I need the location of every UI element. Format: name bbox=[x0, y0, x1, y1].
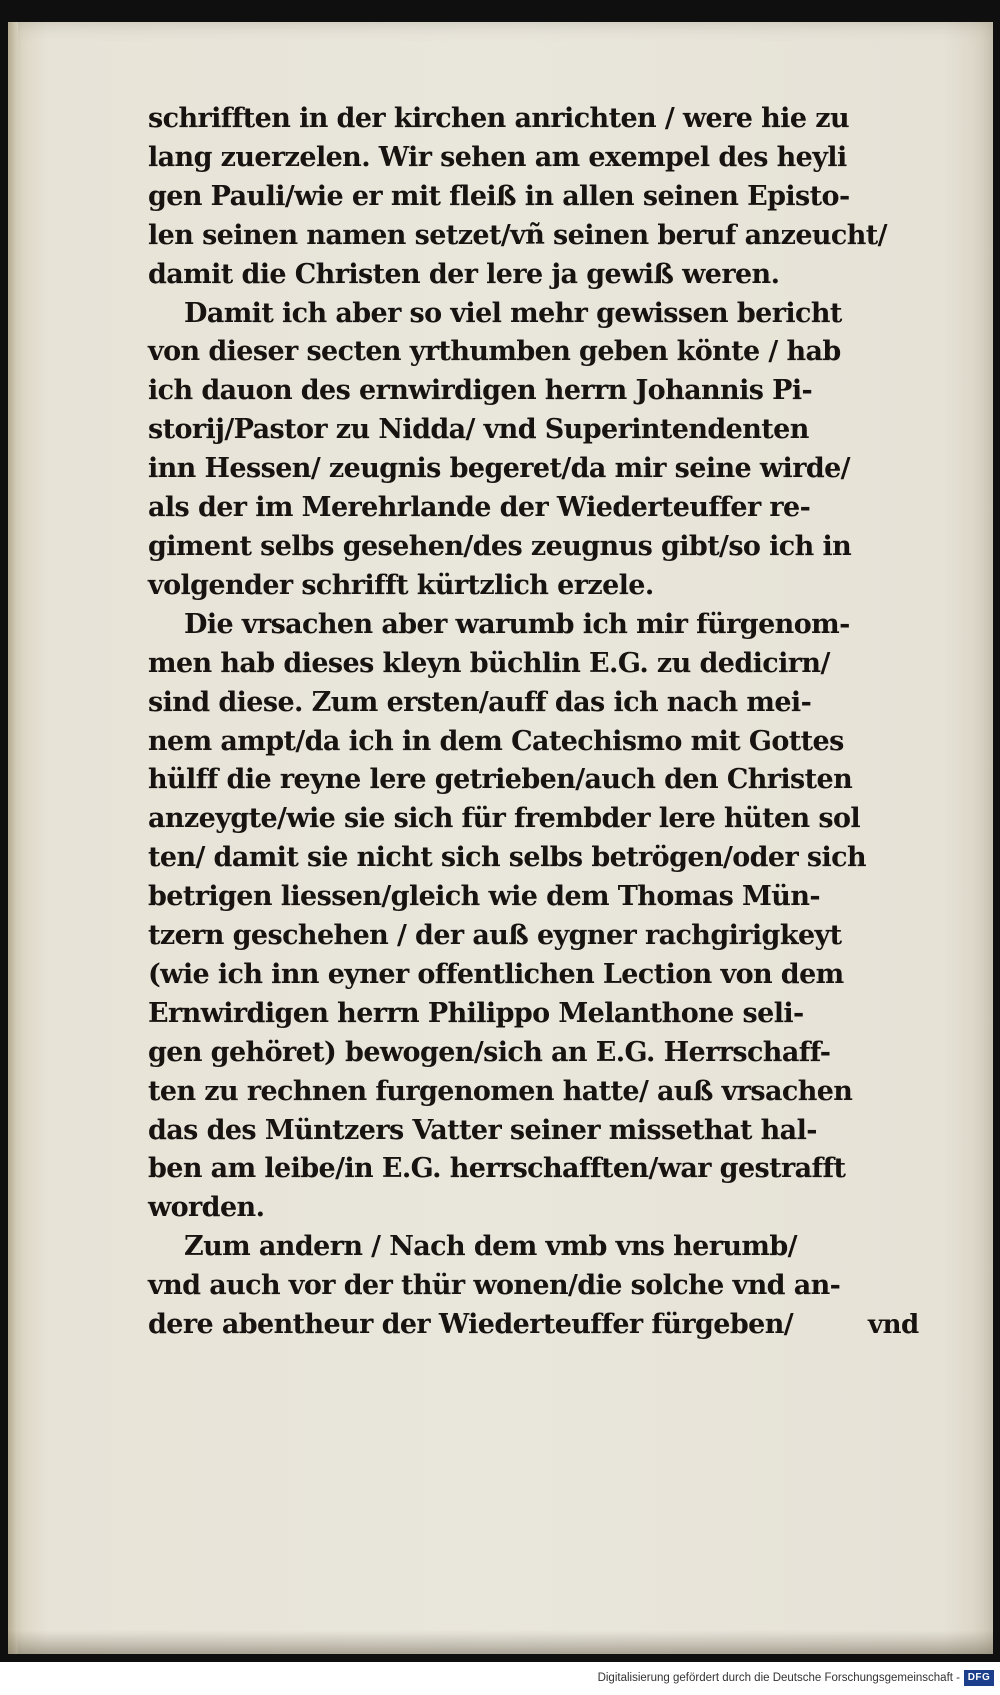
text-line: Die vrsachen aber warumb ich mir fürgenom- bbox=[184, 608, 850, 640]
text-line: inn Hessen/ zeugnis begeret/da mir seine wirde/ bbox=[148, 453, 850, 485]
catchword: vnd bbox=[868, 1310, 919, 1340]
text-line: gen gehöret) bewogen/sich an E.G. Herrschaff- bbox=[148, 1036, 831, 1068]
text-line: worden. bbox=[148, 1192, 265, 1224]
dfg-logo: DFG bbox=[964, 1670, 994, 1686]
text-line: als der im Merehrlande der Wiederteuffer re- bbox=[148, 492, 811, 524]
text-line: gen Pauli/wie er mit fleiß in allen seinen Episto- bbox=[148, 180, 850, 212]
text-line: ben am leibe/in E.G. herrschafften/war gestrafft bbox=[148, 1153, 846, 1185]
text-line: lang zuerzelen. Wir sehen am exempel des heyli bbox=[148, 141, 847, 173]
text-line: tzern geschehen / der auß eygner rachgirigkeyt bbox=[148, 920, 842, 952]
text-line: Damit ich aber so viel mehr gewissen bericht bbox=[184, 297, 842, 329]
text-line: Zum andern / Nach dem vmb vns herumb/ bbox=[184, 1231, 797, 1263]
text-line: ich dauon des ernwirdigen herrn Johannis Pi- bbox=[148, 375, 813, 407]
text-line: das des Müntzers Vatter seiner missethat hal- bbox=[148, 1114, 817, 1146]
page-bottom-shadow bbox=[8, 1630, 993, 1654]
text-line: vnd auch vor der thür wonen/die solche vnd an- bbox=[148, 1270, 841, 1302]
text-line: dere abentheur der Wiederteuffer fürgeben/ bbox=[148, 1309, 794, 1341]
funding-credit: Digitalisierung gefördert durch die Deutsche Forschungsgemeinschaft - bbox=[597, 1672, 960, 1684]
text-line: ten zu rechnen furgenomen hatte/ auß vrsachen bbox=[148, 1075, 853, 1107]
text-line: von dieser secten yrthumben geben könte / hab bbox=[148, 336, 841, 368]
text-line: Ernwirdigen herrn Philippo Melanthone seli- bbox=[148, 997, 804, 1029]
page-gutter-edge bbox=[8, 22, 18, 1654]
footer-bar bbox=[0, 1662, 1000, 1695]
text-line: len seinen namen setzet/vñ seinen beruf anzeucht/ bbox=[148, 219, 887, 251]
page-text-block bbox=[148, 100, 923, 1345]
text-line: men hab dieses kleyn büchlin E.G. zu dedicirn/ bbox=[148, 647, 830, 679]
text-line: sind diese. Zum ersten/auff das ich nach mei- bbox=[148, 686, 812, 718]
text-line: hülff die reyne lere getrieben/auch den Christen bbox=[148, 764, 853, 796]
text-line: giment selbs gesehen/des zeugnus gibt/so ich in bbox=[148, 530, 852, 562]
text-line: volgender schrifft kürtzlich erzele. bbox=[148, 569, 654, 601]
text-line: nem ampt/da ich in dem Catechismo mit Gottes bbox=[148, 725, 844, 757]
text-line: damit die Christen der lere ja gewiß weren. bbox=[148, 258, 780, 290]
text-line: (wie ich inn eyner offentlichen Lection von dem bbox=[148, 958, 844, 990]
text-line: anzeygte/wie sie sich für frembder lere hüten sol bbox=[148, 803, 861, 835]
text-line: storij/Pastor zu Nidda/ vnd Superintendenten bbox=[148, 414, 809, 446]
text-line: schrifften in der kirchen anrichten / were hie zu bbox=[148, 103, 849, 134]
text-line: ten/ damit sie nicht sich selbs betrögen/oder sich bbox=[148, 842, 867, 874]
text-line: betrigen liessen/gleich wie dem Thomas Mün- bbox=[148, 881, 820, 913]
